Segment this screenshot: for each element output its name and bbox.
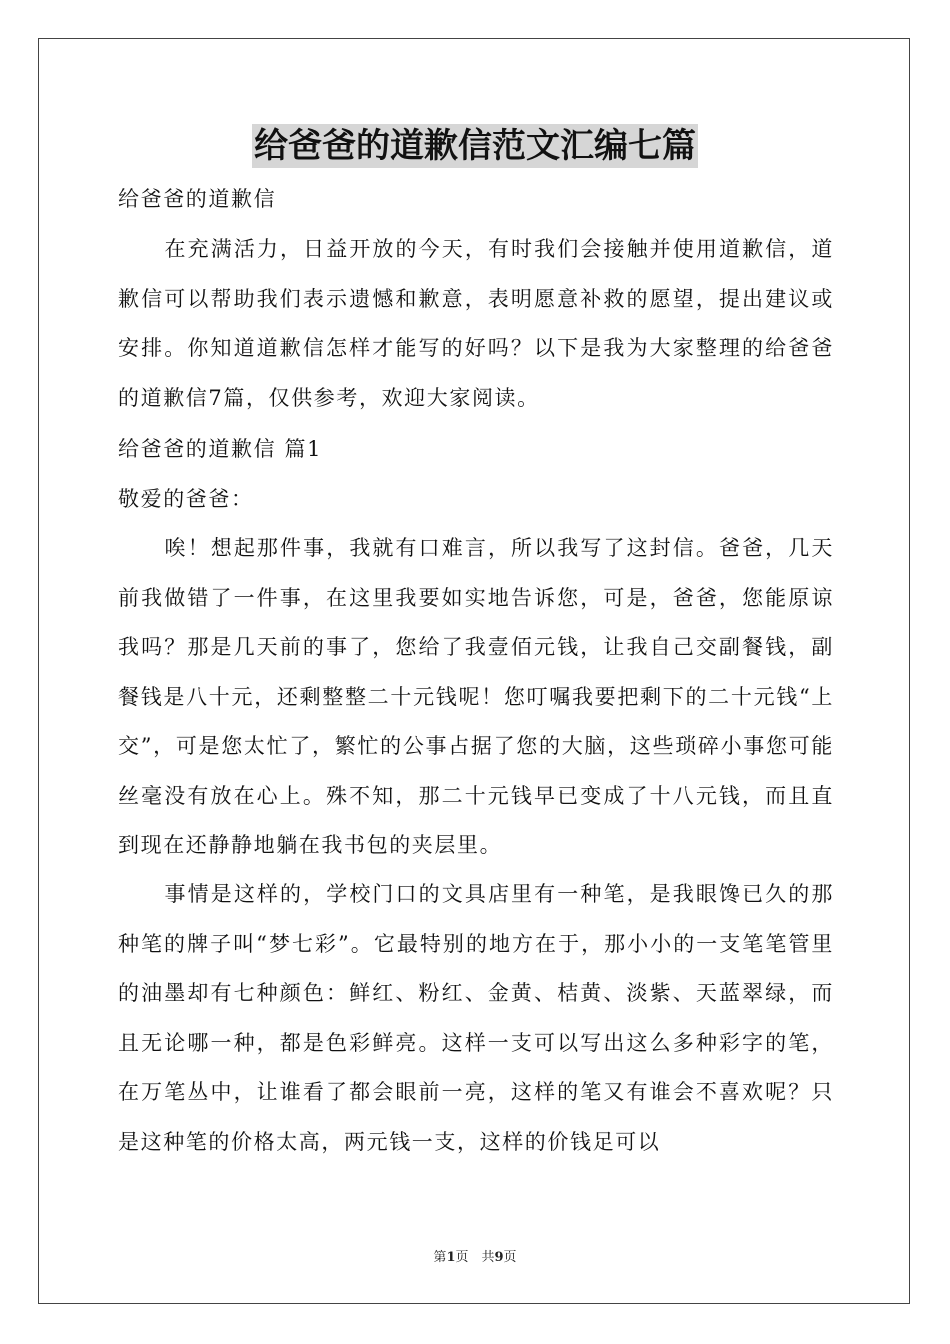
footer-page-mid: 页 共 [455, 1250, 495, 1265]
intro-paragraph [118, 225, 834, 423]
intro-heading: 给爸爸的道歉信 [118, 187, 277, 211]
footer-page-suffix: 页 [503, 1250, 517, 1265]
document-title-text: 给爸爸的道歉信范文汇编七篇 [254, 126, 696, 166]
body-paragraph-1-text: 唉！想起那件事，我就有口难言，所以我写了这封信。爸爸，几天前我做错了一件事，在这里我要如实地告诉您，可是，爸爸，您能原谅我吗？那是几天前的事了，您给了我壹佰元钱，让我自己交副餐钱，副餐钱是八十元，还剩整整二十元钱呢！您叮嘱我要把剩下的二十元钱“上交”，可是您太忙了，繁忙的公事占据了您的大脑，这些琐碎小事您可能丝毫没有放在心上。殊不知，那二十元钱早已变成了十八元钱，而且直到现在还静静地躺在我书包的夹层里。 [118, 536, 834, 857]
body-paragraph-2 [118, 870, 834, 1167]
intro-paragraph-text: 在充满活力，日益开放的今天，有时我们会接触并使用道歉信，道歉信可以帮助我们表示遗憾和歉意，表明愿意补救的愿望，提出建议或安排。你知道道歉信怎样才能写的好吗？以下是我为大家整理的给爸爸的道歉信7篇，仅供参考，欢迎大家阅读。 [118, 237, 834, 410]
page-footer [0, 1246, 950, 1265]
section-heading: 给爸爸的道歉信 篇1 [118, 437, 323, 461]
footer-page-current: 1 [446, 1250, 456, 1265]
body-paragraph-2-text: 事情是这样的，学校门口的文具店里有一种笔，是我眼馋已久的那种笔的牌子叫“梦七彩”。它最特别的地方在于，那小小的一支笔笔管里的油墨却有七种颜色：鲜红、粉红、金黄、桔黄、淡紫、天蓝翠绿，而且无论哪一种，都是色彩鲜亮。这样一支可以写出这么多种彩字的笔，在万笔丛中，让谁看了都会眼前一亮，这样的笔又有谁会不喜欢呢？只是这种笔的价格太高，两元钱一支，这样的价钱足可以 [118, 882, 834, 1154]
footer-page-prefix: 第 [433, 1250, 447, 1265]
footer-page-total: 9 [494, 1250, 504, 1265]
body-paragraph-1 [118, 524, 834, 871]
salutation: 敬爱的爸爸： [118, 487, 254, 511]
document-title [0, 124, 950, 168]
